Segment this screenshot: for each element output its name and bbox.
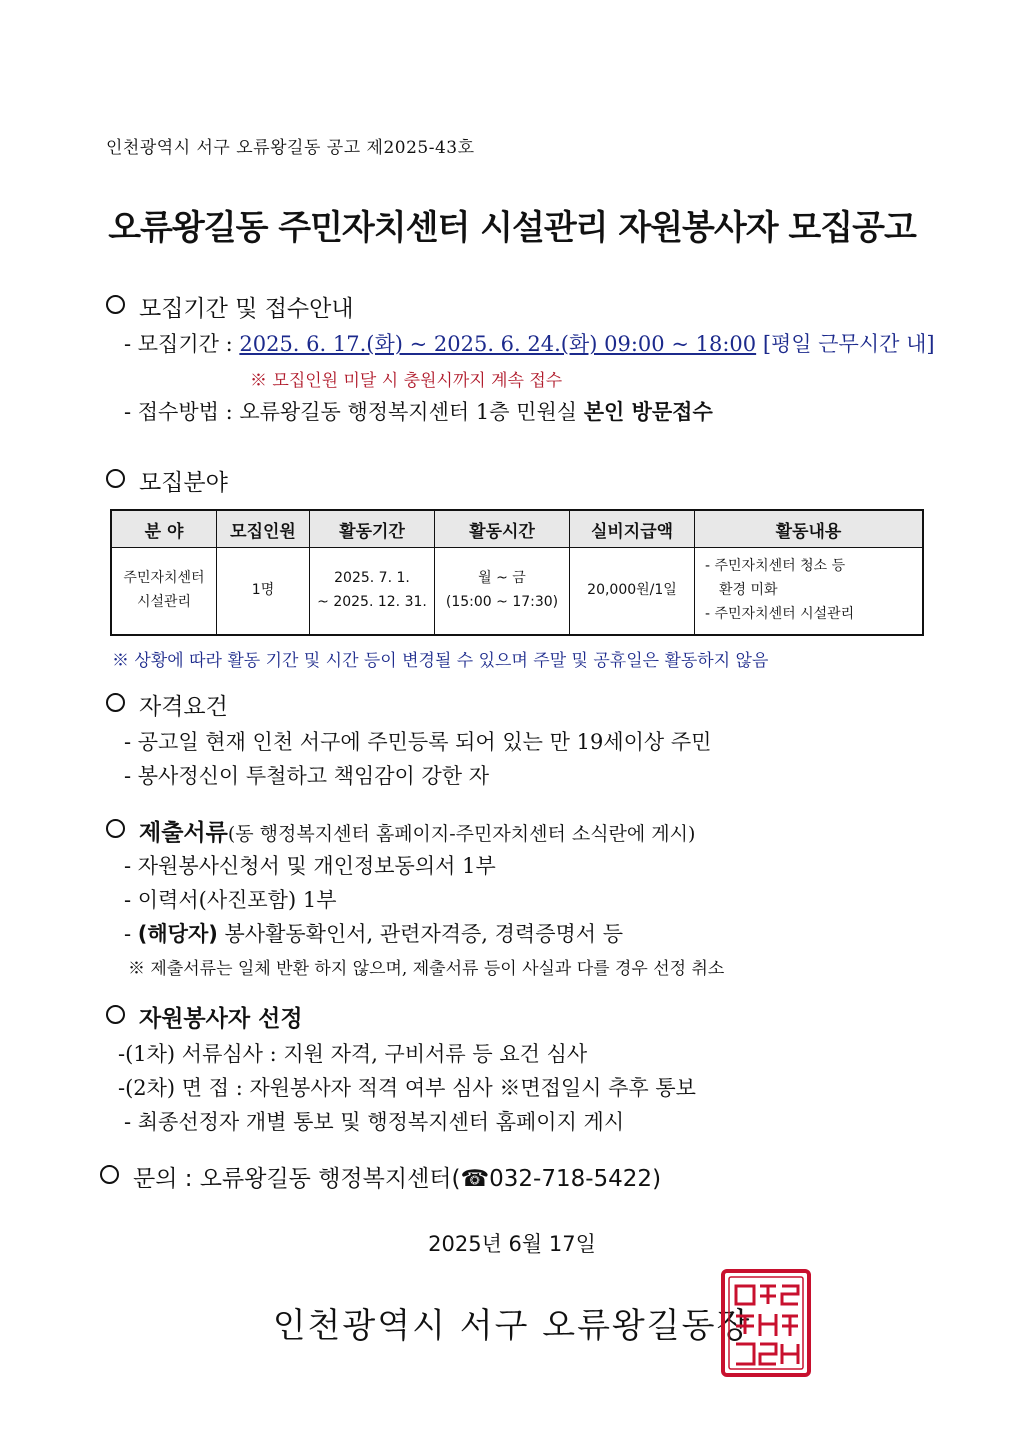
- circle-bullet-icon: [106, 819, 125, 838]
- document-title: 오류왕길동 주민자치센터 시설관리 자원봉사자 모집공고: [108, 208, 916, 248]
- list-item: - 자원봉사신청서 및 개인정보동의서 1부: [124, 854, 496, 878]
- table-header-cell: 실비지급액: [570, 510, 695, 548]
- table-cell-count: 1명: [217, 548, 310, 636]
- table-cell-time: 월 ~ 금 (15:00 ~ 17:30): [435, 548, 570, 636]
- list-item: - 최종선정자 개별 통보 및 행정복지센터 홈페이지 게시: [124, 1110, 625, 1134]
- table-cell-period: 2025. 7. 1. ~ 2025. 12. 31.: [310, 548, 435, 636]
- notice-date: 2025년 6월 17일: [428, 1232, 596, 1256]
- section-heading-documents: 제출서류(동 행정복지센터 홈페이지-주민자치센터 소식란에 게시): [106, 814, 695, 847]
- list-item: -(1차) 서류심사 : 지원 자격, 구비서류 등 요건 심사: [118, 1042, 588, 1066]
- method-line: - 접수방법 : 오류왕길동 행정복지센터 1층 민원실 본인 방문접수: [124, 400, 713, 424]
- documents-note: ※ 제출서류는 일체 반환 하지 않으며, 제출서류 등이 사실과 다를 경우 선정 취소: [128, 959, 725, 979]
- circle-bullet-icon: [106, 469, 125, 488]
- method-bold: 본인 방문접수: [583, 400, 713, 424]
- table-header-row: [111, 510, 923, 548]
- list-item: - 봉사정신이 투철하고 책임감이 강한 자: [124, 764, 490, 788]
- issuer-name: 인천광역시 서구 오류왕길동장: [272, 1306, 752, 1346]
- table-header-cell: 분 야: [111, 510, 217, 548]
- section-heading-period: 모집기간 및 접수안내: [106, 290, 354, 323]
- table-header-cell: 모집인원: [217, 510, 310, 548]
- notice-reference-number: 인천광역시 서구 오류왕길동 공고 제2025-43호: [106, 138, 475, 158]
- table-header-cell: 활동내용: [695, 510, 924, 548]
- contact-line: 문의 : 오류왕길동 행정복지센터(☎032-718-5422): [100, 1160, 661, 1193]
- table-header-cell: 활동시간: [435, 510, 570, 548]
- circle-bullet-icon: [106, 295, 125, 314]
- period-line: - 모집기간 : 2025. 6. 17.(화) ~ 2025. 6. 24.(화) 09:00 ~ 18:00 [평일 근무시간 내]: [124, 332, 935, 356]
- table-cell-field: 주민자치센터 시설관리: [111, 548, 217, 636]
- list-item: - 이력서(사진포함) 1부: [124, 888, 337, 912]
- list-item: - 공고일 현재 인천 서구에 주민등록 되어 있는 만 19세이상 주민: [124, 730, 712, 754]
- circle-bullet-icon: [106, 1005, 125, 1024]
- section-heading-selection: 자원봉사자 선정: [106, 1000, 303, 1033]
- section-heading-qualification: 자격요건: [106, 688, 228, 721]
- table-cell-content: - 주민자치센터 청소 등 환경 미화 - 주민자치센터 시설관리: [695, 548, 924, 636]
- list-item: - (해당자) 봉사활동확인서, 관련자격증, 경력증명서 등: [124, 922, 624, 946]
- recruitment-table: [110, 509, 924, 636]
- field-note: ※ 상황에 따라 활동 기간 및 시간 등이 변경될 수 있으며 주말 및 공휴일은 활동하지 않음: [112, 651, 769, 671]
- period-note: ※ 모집인원 미달 시 충원시까지 계속 접수: [250, 371, 563, 391]
- period-suffix: [평일 근무시간 내]: [762, 332, 935, 356]
- table-cell-pay: 20,000원/1일: [570, 548, 695, 636]
- list-item: -(2차) 면 접 : 자원봉사자 적격 여부 심사 ※면접일시 추후 통보: [118, 1076, 696, 1100]
- section-heading-field: 모집분야: [106, 464, 228, 497]
- table-row: [111, 548, 923, 636]
- circle-bullet-icon: [100, 1165, 119, 1184]
- circle-bullet-icon: [106, 693, 125, 712]
- official-seal-icon: [720, 1268, 812, 1378]
- table-header-cell: 활동기간: [310, 510, 435, 548]
- period-value: 2025. 6. 17.(화) ~ 2025. 6. 24.(화) 09:00 ~ 18:00: [239, 332, 757, 356]
